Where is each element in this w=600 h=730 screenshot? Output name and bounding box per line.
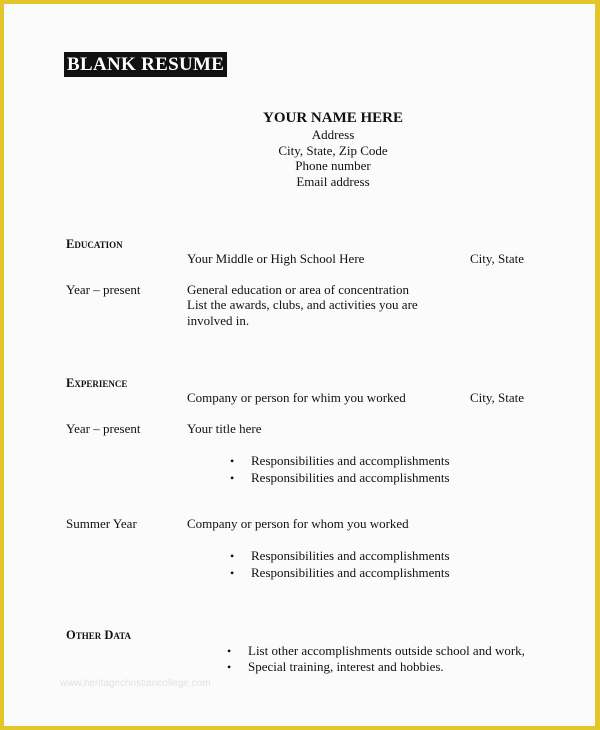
bullet-icon: • — [227, 660, 232, 674]
other-data-heading: Other Data — [66, 628, 132, 642]
watermark-text: www.heritagechristiancollege.com — [60, 678, 211, 689]
job1-employer: Company or person for whim you worked — [187, 390, 406, 405]
bullet-icon: • — [230, 566, 235, 580]
bullet-icon: • — [230, 454, 235, 468]
job2-dates: Summer Year — [66, 516, 137, 531]
education-detail-line: involved in. — [187, 313, 250, 328]
resume-header — [180, 109, 486, 189]
school-location: City, State — [470, 251, 525, 266]
education-detail-line: List the awards, clubs, and activities you are — [187, 297, 418, 312]
job2-employer: Company or person for whom you worked — [187, 516, 409, 531]
city-state-zip-line: City, State, Zip Code — [278, 142, 388, 158]
other-bullet: Special training, interest and hobbies. — [248, 659, 444, 674]
job1-bullet: Responsibilities and accomplishments — [251, 453, 450, 468]
bullet-icon: • — [227, 644, 232, 658]
job1-title: Your title here — [187, 421, 262, 436]
job2-bullet: Responsibilities and accomplishments — [251, 565, 450, 580]
education-detail-line: General education or area of concentration — [187, 282, 409, 297]
banner-title: BLANK RESUME — [64, 52, 227, 77]
job2-bullet: Responsibilities and accomplishments — [251, 548, 450, 563]
education-dates: Year – present — [66, 282, 141, 297]
experience-heading: Experience — [66, 376, 128, 390]
name-heading: YOUR NAME HERE — [262, 110, 403, 126]
bullet-icon: • — [230, 549, 235, 563]
school-name: Your Middle or High School Here — [187, 251, 365, 266]
address-line: Address — [311, 127, 355, 142]
phone-line: Phone number — [295, 158, 371, 173]
education-heading: Education — [66, 237, 123, 251]
other-bullet: List other accomplishments outside school and work, — [248, 643, 525, 658]
job1-location: City, State — [470, 390, 525, 405]
email-line: Email address — [296, 173, 370, 189]
bullet-icon: • — [230, 471, 235, 485]
job1-bullet: Responsibilities and accomplishments — [251, 470, 450, 485]
job1-dates: Year – present — [66, 421, 141, 436]
